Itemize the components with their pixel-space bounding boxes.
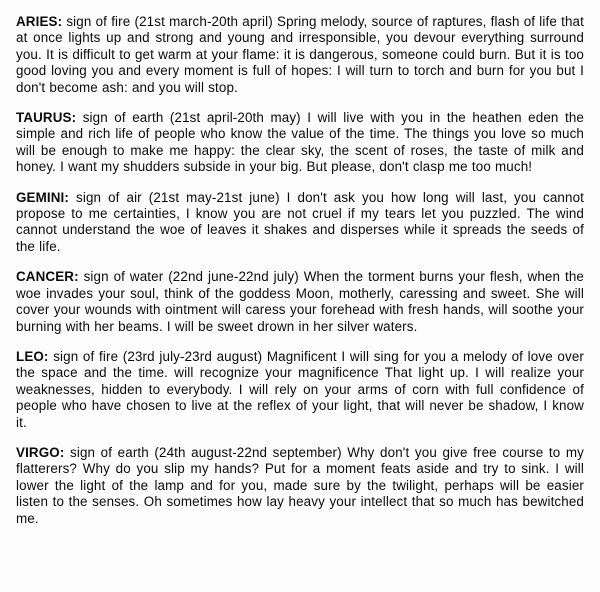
horoscope-entry-aries [16, 14, 584, 96]
zodiac-description: sign of air (21st may-21st june) I don't ask you how long will last, you cannot propose to me certainties, I know you are not cruel if my tears let you puzzled. The wind cannot understand the woe of leaves it shakes and disperses while it spreads the seeds of the life. [16, 189, 585, 254]
horoscope-entry-gemini [16, 190, 584, 256]
horoscope-entry-cancer [16, 269, 584, 335]
zodiac-description: sign of earth (21st april-20th may) I will live with you in the heathen eden the simple and rich life of people who know the value of the time. The things you love so much will be enough to make me happy: the clear sky, the scent of roses, the taste of milk and honey. I want my shudders subside in your big. But please, don't clasp me too much! [16, 110, 584, 175]
zodiac-sign-label: LEO: [16, 348, 49, 364]
zodiac-sign-label: ARIES: [16, 14, 63, 29]
horoscope-entry-leo [16, 349, 584, 431]
zodiac-sign-label: VIRGO: [16, 444, 65, 460]
zodiac-description: sign of water (22nd june-22nd july) When the torment burns your flesh, when the woe invades your soul, think of the goddess Moon, motherly, caressing and sweet. She will cover your wounds with ointment will caress your forehead with fresh hands, will soothe your burning with her beams. I will be sweet drown in her silver waters. [16, 269, 584, 334]
horoscope-entry-virgo [16, 445, 584, 527]
zodiac-description: sign of earth (24th august-22nd september) Why don't you give free course to my flatterers? Why do you slip my hands? Put for a moment feats aside and try to sink. I will lower the light of the lamp and for you, made sure by the twilight, perhaps will be easier listen to the senses. Oh sometimes how lay heavy your intellect that so much has bewitched me. [16, 444, 584, 526]
horoscope-entry-taurus [16, 110, 584, 176]
zodiac-description: sign of fire (23rd july-23rd august) Magnificent I will sing for you a melody of love over the space and the time. will recognize your magnificence That light up. I will realize your weaknesses, hidden to everybody. I will rely on your arms of corn with full confidence of people who have chosen to live at the reflex of your light, that will never be shadow, I know it. [16, 348, 585, 430]
zodiac-sign-label: GEMINI: [16, 189, 70, 205]
zodiac-sign-label: CANCER: [16, 269, 79, 285]
zodiac-sign-label: TAURUS: [16, 110, 77, 126]
zodiac-description: sign of fire (21st march-20th april) Spring melody, source of raptures, flash of life that at once lights up and strong and young and irresponsible, you devour everything surround you. It is difficult to get warm at your flame: it is dangerous, someone could burn. But it is too good loving you and every moment is full of hopes: I will turn to torch and burn for you but I don't become ash: and you will stop. [16, 14, 584, 95]
